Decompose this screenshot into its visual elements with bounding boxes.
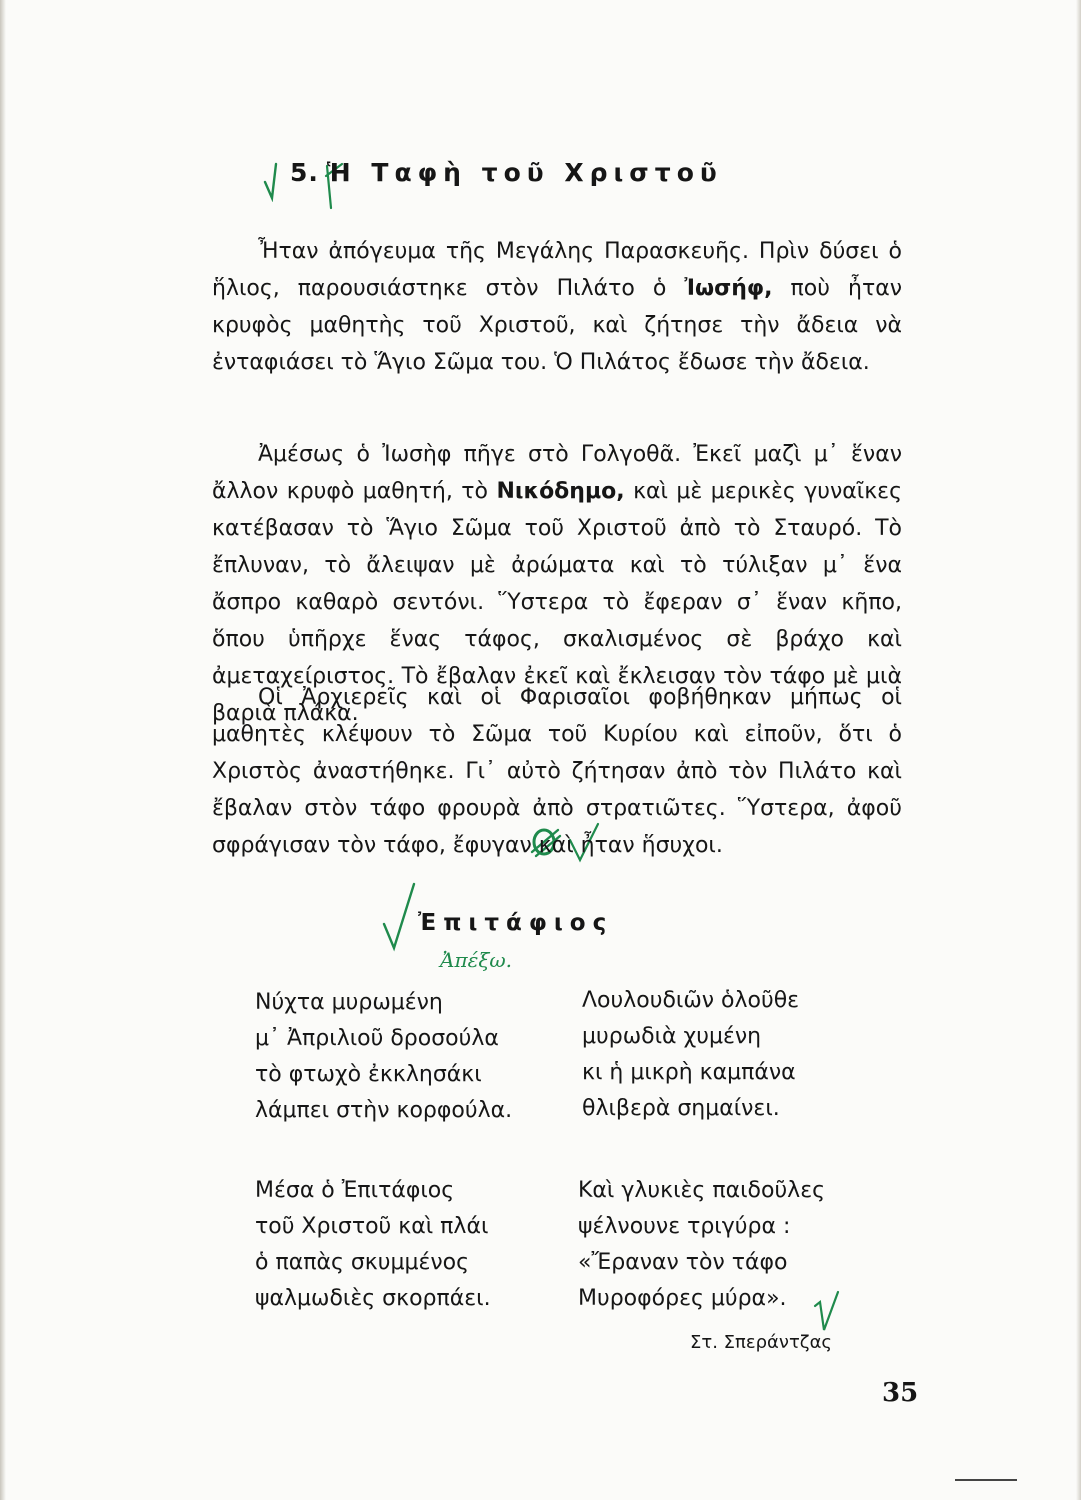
poem-line: «Ἔραναν τὸν τάφο xyxy=(578,1250,788,1275)
page-number: 35 xyxy=(882,1378,919,1408)
poem-line: τοῦ Χριστοῦ καὶ πλάι xyxy=(255,1214,489,1239)
poem-title: Ἐπιτάφιος xyxy=(418,910,614,936)
poem-author: Στ. Σπεράντζας xyxy=(690,1332,832,1353)
poem-line: μ᾽ Ἀπριλιοῦ δροσούλα xyxy=(255,1026,499,1051)
poem-line: ψέλνουνε τριγύρα : xyxy=(578,1214,791,1239)
poem-stanza-4 xyxy=(578,1173,825,1317)
handwritten-note: Ἀπέξω. xyxy=(440,948,513,972)
bold-name-nikodimos: Νικόδημο, xyxy=(496,479,625,504)
poem-line: Καὶ γλυκιὲς παιδοῦλες xyxy=(578,1178,826,1203)
poem-stanza-3 xyxy=(255,1173,491,1317)
page-edge-left xyxy=(0,0,6,1500)
paragraph-1 xyxy=(212,233,902,381)
poem-stanza-1 xyxy=(255,985,512,1129)
poem-line: Μέσα ὁ Ἐπιτάφιος xyxy=(255,1178,455,1203)
paragraph-2-text-end: καὶ μὲ μερικὲς γυναῖκες κατέβασαν τὸ Ἅγιο Σῶμα τοῦ Χριστοῦ ἀπὸ τὸ Σταυρό. Τὸ ἔπλυναν, τὸ ἄλειψαν μὲ ἀρώματα καὶ τὸ τύλιξαν μ᾽ ἕνα ἄσπρο καθαρὸ σεντόνι. Ὕστερα τὸ ἔφεραν σ᾽ ἕναν κῆπο, ὅπου ὑπῆρχε ἕνας τάφος, σκαλισμένος σὲ βράχο καὶ ἀμεταχείριστος. Τὸ ἔβαλαν ἐκεῖ καὶ ἔκλεισαν τὸν τάφο μὲ μιὰ βαριὰ πλάκα. xyxy=(212,479,902,726)
poem-stanza-2 xyxy=(582,983,799,1127)
poem-line: Μυροφόρες μύρα». xyxy=(578,1286,787,1311)
lesson-number: 5. xyxy=(290,158,319,187)
poem-line: τὸ φτωχὸ ἐκκλησάκι xyxy=(255,1062,482,1087)
checkmark-icon xyxy=(262,160,292,202)
bold-name-iosif: Ἰωσήφ, xyxy=(684,276,773,301)
poem-line: Νύχτα μυρωμένη xyxy=(255,990,443,1015)
poem-line: ψαλμωδιὲς σκορπάει. xyxy=(255,1286,491,1311)
poem-line: θλιβερὰ σημαίνει. xyxy=(582,1096,780,1121)
page-edge-right xyxy=(1076,0,1081,1500)
paragraph-1-text: Ἦταν ἀπόγευμα τῆς Μεγάλης Παρασκευῆς. Πρὶν δύσει ὁ ἥλιος, παρουσιάστηκε στὸν Πιλάτο ὁ xyxy=(212,239,902,301)
poem-line: ὁ παπὰς σκυμμένος xyxy=(255,1250,470,1275)
paragraph-2-text: Ἀμέσως ὁ Ἰωσὴφ πῆγε στὸ Γολγοθᾶ. Ἐκεῖ μαζὶ μ᾽ ἕναν ἄλλον κρυφὸ μαθητή, τὸ xyxy=(212,442,902,504)
checkmark-icon xyxy=(380,880,420,952)
poem-line: κι ἡ μικρὴ καμπάνα xyxy=(582,1060,796,1085)
footer-rule xyxy=(955,1479,1017,1481)
poem-line: μυρωδιὰ χυμένη xyxy=(582,1024,762,1049)
poem-line: λάμπει στὴν κορφούλα. xyxy=(255,1098,513,1123)
paragraph-3-text: Οἱ Ἀρχιερεῖς καὶ οἱ Φαρισαῖοι φοβήθηκαν μήπως οἱ μαθητὲς κλέψουν τὸ Σῶμα τοῦ Κυρίου καὶ εἰποῦν, ὅτι ὁ Χριστὸς ἀναστήθηκε. Γι᾽ αὐτὸ ζήτησαν ἀπὸ τὸν Πιλάτο καὶ ἔβαλαν στὸν τάφο φρουρὰ ἀπὸ στρατιῶτες. Ὕστερα, ἀφοῦ σφράγισαν τὸν τάφο, ἔφυγαν καὶ ἦταν ἥσυχοι. xyxy=(212,685,902,858)
paragraph-3 xyxy=(212,679,902,864)
poem-line: Λουλουδιῶν ὁλοῦθε xyxy=(582,988,800,1013)
paragraph-1-text-end: ποὺ ἦταν κρυφὸς μαθητὴς τοῦ Χριστοῦ, καὶ ζήτησε τὴν ἄδεια νὰ ἐνταφιάσει τὸ Ἅγιο Σῶμα του. Ὁ Πιλάτος ἔδωσε τὴν ἄδεια. xyxy=(212,276,902,375)
lesson-title xyxy=(290,158,723,187)
lesson-title-text: Ἡ Ταφὴ τοῦ Χριστοῦ xyxy=(326,158,723,187)
